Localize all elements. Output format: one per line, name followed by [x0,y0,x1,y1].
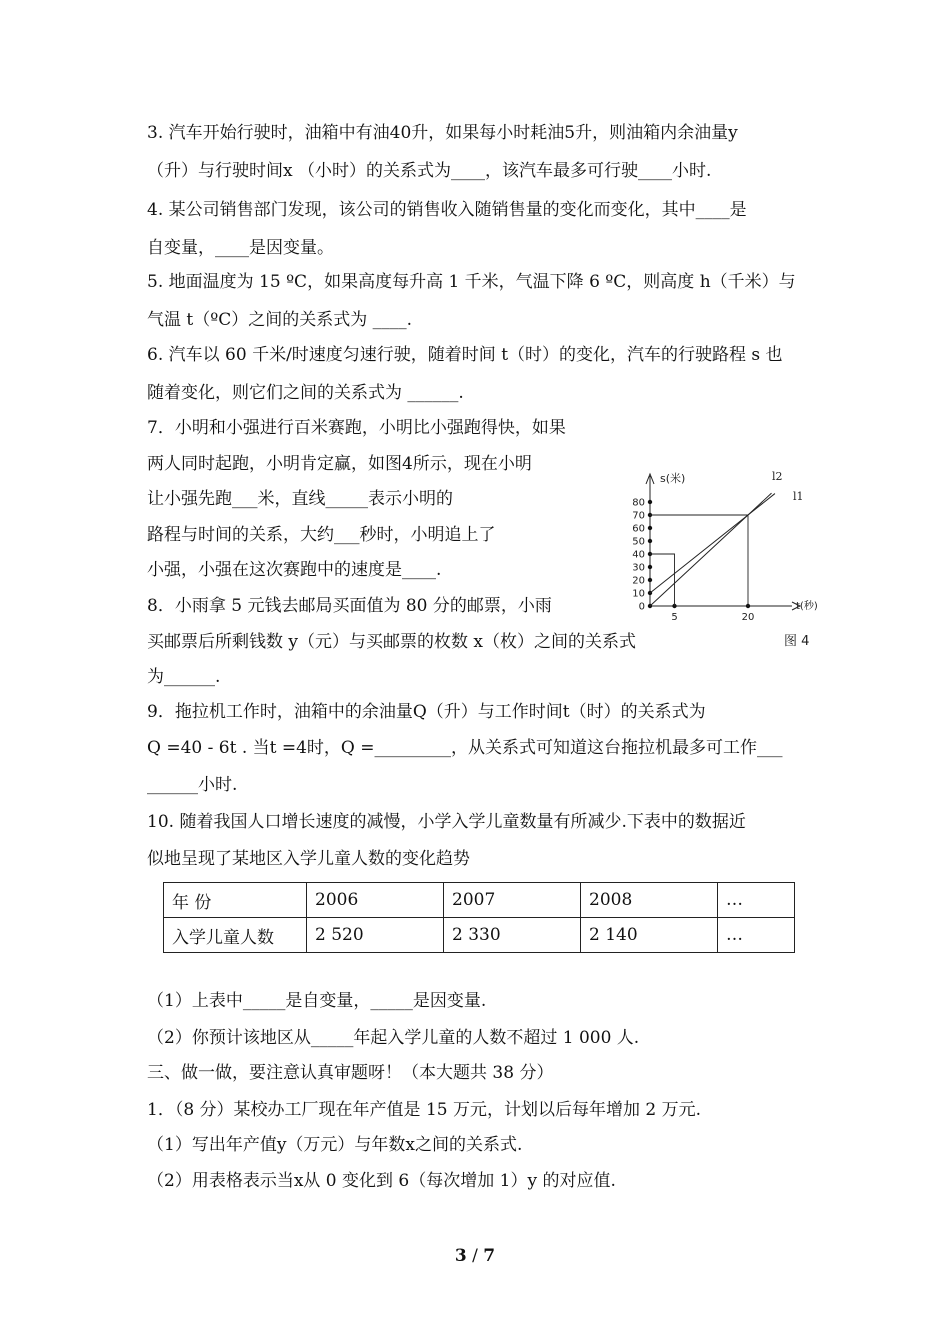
section-3-question-1: 1．（8 分）某校办工厂现在年产值是 15 万元，计划以后每年增加 2 万元. [147,1100,702,1120]
q10-part-2: （2）你预计该地区从_____年起入学儿童的人数不超过 1 000 人. [147,1028,640,1048]
question-6-line-1: 6. 汽车以 60 千米/时速度匀速行驶，随着时间 t（时）的变化，汽车的行驶路程 s 也 [147,345,783,365]
y-tick-label: 80 [632,497,645,509]
y-tick-label: 40 [632,549,645,561]
enrollment-table [163,882,795,953]
guide-line [650,554,675,606]
y-tick-label: 60 [632,523,645,535]
section-3-question-1-part-1: （1）写出年产值y（万元）与年数x之间的关系式. [147,1135,523,1155]
y-tick-label: 0 [638,601,645,613]
table-row [164,883,795,918]
page-separator: / [466,1246,484,1266]
table-cell: 2 330 [444,918,581,953]
question-4-line-1: 4. 某公司销售部门发现，该公司的销售收入随销售量的变化而变化，其中____是 [147,200,747,220]
section-3-heading: 三、做一做，要注意认真审题呀！（本大题共 38 分） [147,1063,554,1083]
table-row [164,918,795,953]
x-tick-label: 20 [741,612,755,623]
question-10-line-2: 似地呈现了某地区入学儿童人数的变化趋势 [147,849,470,869]
question-7-line-4: 路程与时间的关系，大约___秒时，小明追上了 [147,525,496,545]
y-tick-dot [648,526,652,530]
y-tick-dot [648,565,652,569]
line-label-l1: l1 [793,490,804,503]
question-8-line-1: 8．小雨拿 5 元钱去邮局买面值为 80 分的邮票，小雨 [147,596,552,616]
distance-time-chart [612,462,832,662]
table-cell: 2006 [307,883,444,918]
x-axis-label: t(秒) [796,601,818,612]
y-tick-dot [648,500,652,504]
q10-part-1: （1）上表中_____是自变量，_____是因变量. [147,991,487,1011]
line-label-l2: l2 [772,470,783,483]
question-9-line-2: Q =40 - 6t . 当t =4时，Q =_________，从关系式可知道这台拖拉机最多可工作___ [147,738,783,758]
y-tick-label: 30 [632,562,645,574]
question-3-line-2: （升）与行驶时间x （小时）的关系式为____，该汽车最多可行驶____小时. [147,161,712,181]
question-5-line-2: 气温 t（ºC）之间的关系式为 ____. [147,310,413,330]
y-axis-label: s(米) [660,472,686,485]
table-cell: … [718,883,795,918]
y-tick-label: 70 [632,510,645,522]
figure-4 [612,462,832,662]
page-footer [0,1246,950,1266]
question-9-line-1: 9．拖拉机工作时，油箱中的余油量Q（升）与工作时间t（时）的关系式为 [147,702,706,722]
y-tick-label: 20 [632,575,645,587]
table-cell: 2007 [444,883,581,918]
y-tick-label: 50 [632,536,645,548]
series-line-l2 [650,493,772,606]
table-cell: 2 520 [307,918,444,953]
question-6-line-2: 随着变化，则它们之间的关系式为 ______. [147,383,464,403]
question-10-line-1: 10. 随着我国人口增长速度的减慢，小学入学儿童数量有所减少.下表中的数据近 [147,812,746,832]
y-tick-dot [648,539,652,543]
question-7-line-1: 7．小明和小强进行百米赛跑，小明比小强跑得快，如果 [147,418,566,438]
table-cell: 2008 [581,883,718,918]
x-tick-label: 5 [671,612,678,623]
series-line-l1 [650,494,775,593]
question-8-line-3: 为______. [147,667,221,687]
question-4-line-2: 自变量，____是因变量。 [147,238,334,258]
question-5-line-1: 5. 地面温度为 15 ºC，如果高度每升高 1 千米，气温下降 6 ºC，则高度 h（千米）与 [147,272,796,292]
question-7-line-2: 两人同时起跑，小明肯定赢，如图4所示，现在小明 [147,454,532,474]
page-total: 7 [483,1246,496,1266]
page-number: 3 [454,1246,467,1266]
question-3-line-1: 3. 汽车开始行驶时，油箱中有油40升，如果每小时耗油5升，则油箱内余油量y [147,123,738,143]
question-7-line-5: 小强，小强在这次赛跑中的速度是____. [147,560,442,580]
table-cell: 年 份 [164,883,307,918]
figure-caption: 图 4 [784,634,810,649]
question-7-line-3: 让小强先跑___米，直线_____表示小明的 [147,489,453,509]
y-tick-dot [648,578,652,582]
table-cell: 入学儿童人数 [164,918,307,953]
section-3-question-1-part-2: （2）用表格表示当x从 0 变化到 6（每次增加 1）y 的对应值. [147,1171,616,1191]
question-9-line-3: ______小时. [147,775,238,795]
y-tick-label: 10 [632,588,645,600]
question-8-line-2: 买邮票后所剩钱数 y（元）与买邮票的枚数 x（枚）之间的关系式 [147,632,636,652]
table-cell: … [718,918,795,953]
table-cell: 2 140 [581,918,718,953]
